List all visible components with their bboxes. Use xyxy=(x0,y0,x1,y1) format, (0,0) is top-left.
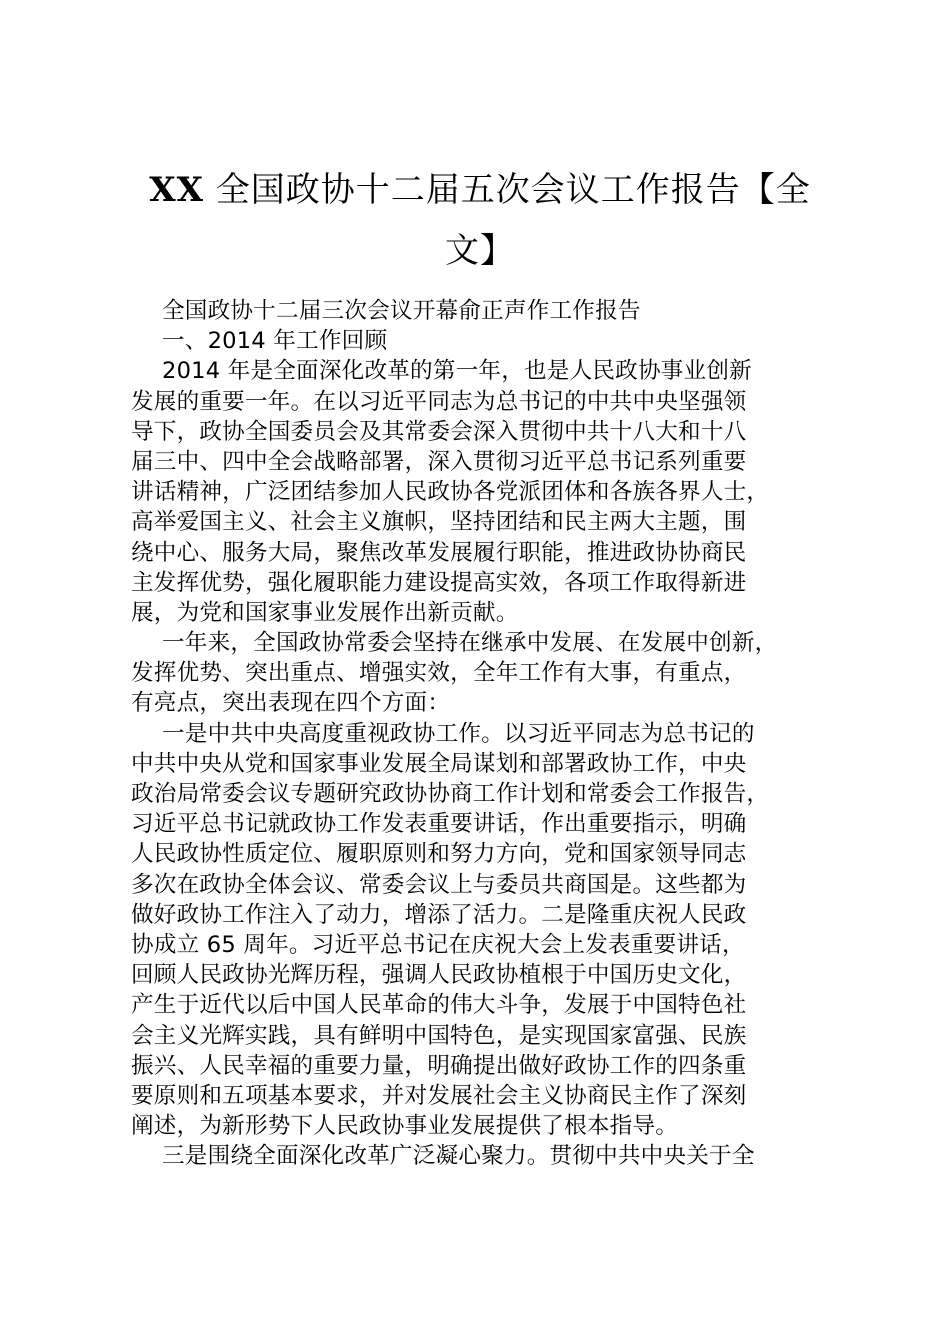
text-line: 讲话精神，广泛团结参加人民政协各党派团体和各族各界人士， xyxy=(131,479,770,506)
text-line: 协成立 65 周年。习近平总书记在庆祝大会上发表重要讲话， xyxy=(131,931,745,958)
text-line: 阐述，为新形势下人民政协事业发展提供了根本指导。 xyxy=(131,1113,679,1140)
text-line: 产生于近代以后中国人民革命的伟大斗争，发展于中国特色社 xyxy=(131,992,747,1019)
text-line: 发展的重要一年。在以习近平同志为总书记的中共中央坚强领 xyxy=(131,388,747,415)
text-line: 主发挥优势，强化履职能力建设提高实效，各项工作取得新进 xyxy=(131,569,747,596)
title-prefix: XX xyxy=(149,170,204,210)
text-line: 要原则和五项基本要求，并对发展社会主义协商民主作了深刻 xyxy=(131,1082,747,1109)
text-line: 有亮点，突出表现在四个方面： xyxy=(131,690,451,717)
text-line: 回顾人民政协光辉历程，强调人民政协植根于中国历史文化， xyxy=(131,962,747,989)
text-line: 做好政协工作注入了动力，增添了活力。二是隆重庆祝人民政 xyxy=(131,901,747,928)
section-heading: 一、2014 年工作回顾 xyxy=(162,328,388,355)
text-line: 会主义光辉实践，具有鲜明中国特色，是实现国家富强、民族 xyxy=(131,1022,747,1049)
title-line-1 xyxy=(149,170,811,210)
title-text: 全国政协十二届五次会议工作报告【全 xyxy=(203,170,811,210)
text-line: 人民政协性质定位、履职原则和努力方向，党和国家领导同志 xyxy=(131,841,747,868)
text-line: 高举爱国主义、社会主义旗帜，坚持团结和民主两大主题，围 xyxy=(131,509,747,536)
document-body xyxy=(131,296,855,1171)
text-line: 发挥优势、突出重点、增强实效，全年工作有大事，有重点， xyxy=(131,660,747,687)
text-line: 政治局常委会议专题研究政协协商工作计划和常委会工作报告， xyxy=(131,781,770,807)
text-line: 中共中央从党和国家事业发展全局谋划和部署政协工作，中央 xyxy=(131,750,747,777)
text-line: 多次在政协全体会议、常委会议上与委员共商国是。这些都为 xyxy=(131,871,747,898)
title-line-2: 文】 xyxy=(445,231,515,271)
text-line: 振兴、人民幸福的重要力量，明确提出做好政协工作的四条重 xyxy=(131,1052,747,1079)
text-line: 一年来，全国政协常委会坚持在继承中发展、在发展中创新， xyxy=(162,630,778,657)
text-line: 2014 年是全面深化改革的第一年，也是人民政协事业创新 xyxy=(162,358,752,385)
text-line: 展，为党和国家事业发展作出新贡献。 xyxy=(131,599,519,626)
subtitle-line: 全国政协十二届三次会议开幕俞正声作工作报告 xyxy=(162,298,641,324)
document-title xyxy=(140,160,820,282)
text-line: 绕中心、服务大局，聚焦改革发展履行职能，推进政协协商民 xyxy=(131,539,747,566)
text-line: 习近平总书记就政协工作发表重要讲话，作出重要指示，明确 xyxy=(131,811,747,838)
text-line: 一是中共中央高度重视政协工作。以习近平同志为总书记的 xyxy=(162,720,755,747)
text-line: 导下，政协全国委员会及其常委会深入贯彻中共十八大和十八 xyxy=(131,418,747,445)
text-line: 届三中、四中全会战略部署，深入贯彻习近平总书记系列重要 xyxy=(131,448,747,475)
text-line: 三是围绕全面深化改革广泛凝心聚力。贯彻中共中央关于全 xyxy=(162,1143,755,1170)
